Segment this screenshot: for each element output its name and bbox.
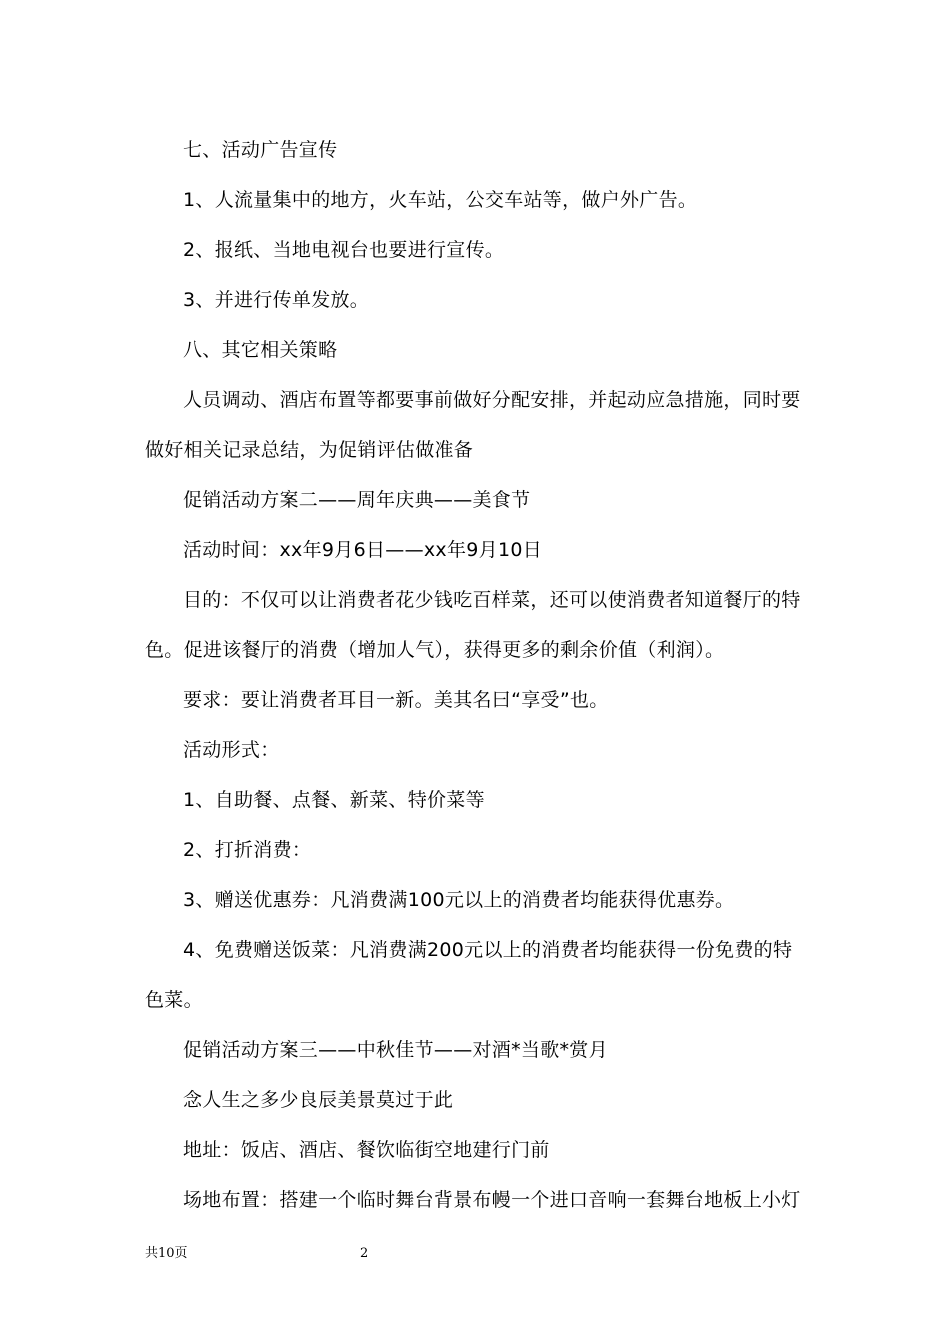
paragraph: 人员调动、酒店布置等都要事前做好分配安排，并起动应急措施，同时要做好相关记录总结，为促销评估做准备	[145, 389, 801, 461]
paragraph: 1、人流量集中的地方，火车站，公交车站等，做户外广告。	[183, 189, 698, 211]
paragraph: 2、打折消费：	[183, 839, 312, 861]
paragraph: 活动时间：xx年9月6日——xx年9月10日	[183, 539, 543, 561]
heading-plan-3: 促销活动方案三——中秋佳节——对酒*当歌*赏月	[183, 1039, 608, 1061]
paragraph: 2、报纸、当地电视台也要进行宣传。	[183, 239, 505, 261]
paragraph: 1、自助餐、点餐、新菜、特价菜等	[183, 789, 485, 811]
paragraph: 目的：不仅可以让消费者花少钱吃百样菜，还可以使消费者知道餐厅的特色。促进该餐厅的消费（增加人气），获得更多的剩余价值（利润）。	[145, 589, 801, 661]
footer-total-pages: 共10页	[145, 1246, 188, 1261]
paragraph: 场地布置：搭建一个临时舞台背景布幔一个进口音响一套舞台地板上小灯	[183, 1189, 801, 1211]
heading-section-8: 八、其它相关策略	[183, 339, 338, 361]
paragraph: 念人生之多少良辰美景莫过于此	[183, 1089, 454, 1111]
paragraph: 地址：饭店、酒店、餐饮临街空地建行门前	[183, 1139, 550, 1161]
paragraph: 要求：要让消费者耳目一新。美其名曰“享受”也。	[183, 689, 609, 711]
paragraph: 3、赠送优惠券：凡消费满100元以上的消费者均能获得优惠券。	[183, 889, 735, 911]
paragraph: 4、免费赠送饭菜：凡消费满200元以上的消费者均能获得一份免费的特色菜。	[145, 939, 793, 1011]
footer-page-number: 2	[360, 1246, 369, 1261]
heading-plan-2: 促销活动方案二——周年庆典——美食节	[183, 489, 531, 511]
heading-section-7: 七、活动广告宣传	[183, 139, 338, 161]
paragraph: 活动形式：	[183, 739, 280, 761]
paragraph: 3、并进行传单发放。	[183, 289, 370, 311]
